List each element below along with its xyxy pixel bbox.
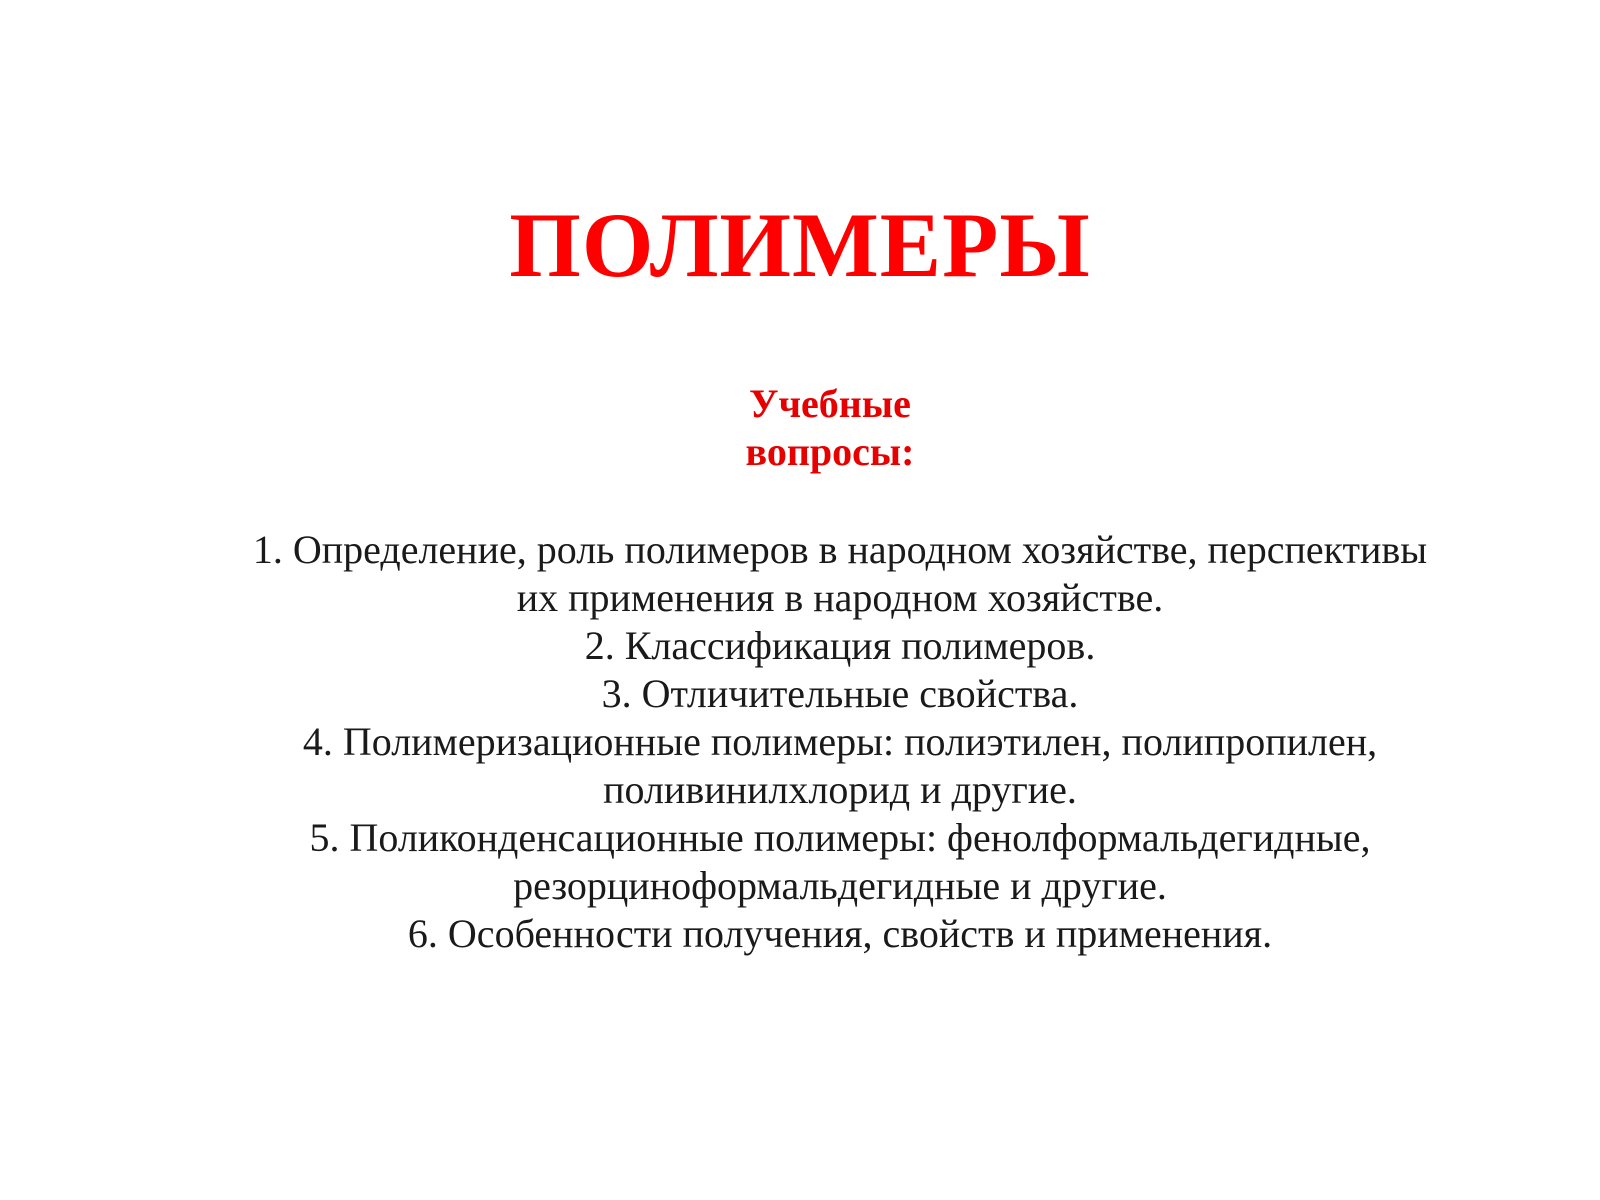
question-4-line-1: 4. Полимеризационные полимеры: полиэтилен, полипропилен, [302, 719, 1378, 764]
slide-subtitle: Учебные вопросы: [745, 381, 915, 474]
question-1-line-1: 1. Определение, роль полимеров в народном хозяйстве, перспективы [252, 527, 1428, 572]
slide-title: ПОЛИМЕРЫ [509, 194, 1091, 296]
question-item-1 [170, 526, 1510, 622]
questions-list [170, 526, 1510, 958]
question-item-2 [170, 622, 1510, 670]
question-5-line-2: резорциноформальдегидные и другие. [513, 863, 1167, 908]
question-5-line-1: 5. Поликонденсационные полимеры: фенолформальдегидные, [309, 815, 1371, 860]
question-2-line-1: 2. Классификация полимеров. [584, 623, 1096, 668]
question-3-line-1: 3. Отличительные свойства. [601, 671, 1079, 716]
question-item-6 [170, 910, 1510, 958]
question-item-4 [170, 718, 1510, 814]
question-item-5 [170, 814, 1510, 910]
question-item-3 [170, 670, 1510, 718]
question-4-line-2: поливинилхлорид и другие. [603, 767, 1077, 812]
question-1-line-2: их применения в народном хозяйстве. [516, 575, 1164, 620]
question-6-line-1: 6. Особенности получения, свойств и применения. [407, 911, 1273, 956]
